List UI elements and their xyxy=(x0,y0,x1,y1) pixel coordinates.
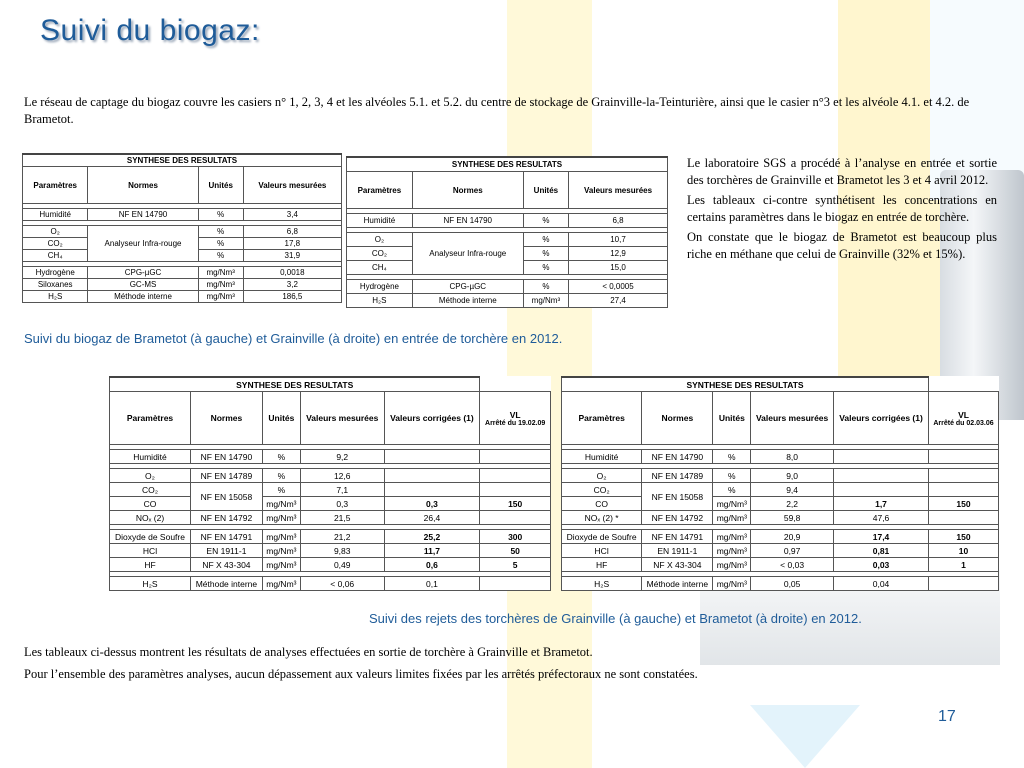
header-normes: Normes xyxy=(88,167,198,204)
table-row: O₂ Analyseur Infra-rouge % 6,8 xyxy=(23,226,342,238)
header-valeurs: Valeurs mesurées xyxy=(300,392,384,445)
table-row: CH₄ % 31,9 xyxy=(23,250,342,262)
table-row: HF NF X 43-304 mg/Nm³ < 0,03 0,03 1 xyxy=(562,558,999,572)
bottom-paragraph: Pour l’ensemble des paramètres analyses, aucun dépassement aux valeurs limites fixées par les arrêtés préfectoraux ne sont constatées. xyxy=(24,667,698,681)
table-row: H₂S Méthode interne mg/Nm³ 186,5 xyxy=(23,291,342,303)
header-valeurs: Valeurs mesurées xyxy=(243,167,341,204)
side-paragraph: Le laboratoire SGS a procédé à l’analyse en entrée et sortie des torchères de Grainville et Brametot les 3 et 4 avril 2012. xyxy=(687,156,997,187)
header-normes: Normes xyxy=(191,392,263,445)
table-grainville-rejets xyxy=(109,376,551,591)
header-parametres: Paramètres xyxy=(23,167,88,204)
header-unites: Unités xyxy=(713,392,751,445)
header-parametres: Paramètres xyxy=(562,392,642,445)
header-valeurs: Valeurs mesurées xyxy=(569,172,668,209)
vl-arrete: Arrêté du 02.03.06 xyxy=(933,419,994,427)
side-paragraph: On constate que le biogaz de Brametot est beaucoup plus riche en méthane que celui de Grainville (32% et 15%). xyxy=(687,230,997,261)
page-title: Suivi du biogaz: xyxy=(40,14,260,47)
table-row: Humidité NF EN 14790 % 8,0 xyxy=(562,450,999,464)
header-unites: Unités xyxy=(198,167,243,204)
table-row: CO₂ NF EN 15058 % 9,4 xyxy=(562,483,999,497)
bottom-paragraph: Les tableaux ci-dessus montrent les résultats de analyses effectuées en sortie de torchère à Grainville et Brametot. xyxy=(24,645,593,659)
header-normes: Normes xyxy=(642,392,713,445)
table-row: NOₓ (2) NF EN 14792 mg/Nm³ 21,5 26,4 xyxy=(110,511,551,525)
table-row: O₂ NF EN 14789 % 12,6 xyxy=(110,469,551,483)
header-corrigees: Valeurs corrigées (1) xyxy=(384,392,480,445)
table-row: Siloxanes GC-MS mg/Nm³ 3,2 xyxy=(23,279,342,291)
table-row: O₂ Analyseur Infra-rouge % 10,7 xyxy=(347,233,668,247)
header-normes: Normes xyxy=(412,172,523,209)
table-row: CO₂ % 17,8 xyxy=(23,238,342,250)
table-row: H₂S Méthode interne mg/Nm³ 0,05 0,04 xyxy=(562,577,999,591)
header-valeurs: Valeurs mesurées xyxy=(751,392,834,445)
caption-rejets: Suivi des rejets des torchères de Grainville (à gauche) et Brametot (à droite) en 2012. xyxy=(369,611,862,626)
table-row: H₂S Méthode interne mg/Nm³ 27,4 xyxy=(347,294,668,308)
side-paragraph: Les tableaux ci-contre synthétisent les concentrations en certains paramètres dans le biogaz en entrée de torchère. xyxy=(687,193,997,224)
side-text xyxy=(687,155,997,266)
table-row: Dioxyde de Soufre NF EN 14791 mg/Nm³ 21,2 25,2 300 xyxy=(110,530,551,544)
caption-entree: Suivi du biogaz de Brametot (à gauche) et Grainville (à droite) en entrée de torchère en 2012. xyxy=(24,331,563,346)
table-row: Hydrogène CPG-µGC mg/Nm³ 0,0018 xyxy=(23,267,342,279)
analyseur-cell: Analyseur Infra-rouge xyxy=(88,226,198,262)
header-vl: VL xyxy=(509,409,521,420)
table-grainville-entree xyxy=(346,156,668,308)
header-vl: VL xyxy=(958,409,969,420)
table-row: Humidité NF EN 14790 % 6,8 xyxy=(347,214,668,228)
table-row: HF NF X 43-304 mg/Nm³ 0,49 0,6 5 xyxy=(110,558,551,572)
table-row: CH₄ % 15,0 xyxy=(347,261,668,275)
table-row: Dioxyde de Soufre NF EN 14791 mg/Nm³ 20,9 17,4 150 xyxy=(562,530,999,544)
table-title: SYNTHESE DES RESULTATS xyxy=(110,377,480,392)
table-row: O₂ NF EN 14789 % 9,0 xyxy=(562,469,999,483)
table-brametot-entree xyxy=(22,153,342,303)
table-brametot-rejets xyxy=(561,376,999,591)
header-unites: Unités xyxy=(523,172,568,209)
table-row: CO₂ % 12,9 xyxy=(347,247,668,261)
header-corrigees: Valeurs corrigées (1) xyxy=(834,392,929,445)
header-unites: Unités xyxy=(262,392,300,445)
header-parametres: Paramètres xyxy=(347,172,413,209)
table-row: Humidité NF EN 14790 % 9,2 xyxy=(110,450,551,464)
header-parametres: Paramètres xyxy=(110,392,191,445)
table-row: CO₂ NF EN 15058 % 7,1 xyxy=(110,483,551,497)
page-number: 17 xyxy=(938,708,956,725)
table-row: CO mg/Nm³ 0,3 0,3 150 xyxy=(110,497,551,511)
table-row: H₂S Méthode interne mg/Nm³ < 0,06 0,1 xyxy=(110,577,551,591)
table-title: SYNTHESE DES RESULTATS xyxy=(23,154,342,167)
table-title: SYNTHESE DES RESULTATS xyxy=(347,157,668,172)
analyseur-cell: Analyseur Infra-rouge xyxy=(412,233,523,275)
table-row: CO mg/Nm³ 2,2 1,7 150 xyxy=(562,497,999,511)
table-row: Humidité NF EN 14790 % 3,4 xyxy=(23,209,342,221)
bottom-text xyxy=(24,644,1004,688)
table-row: HCl EN 1911-1 mg/Nm³ 9,83 11,7 50 xyxy=(110,544,551,558)
background-triangle xyxy=(750,705,860,768)
intro-paragraph: Le réseau de captage du biogaz couvre les casiers n° 1, 2, 3, 4 et les alvéoles 5.1. et 5.2. du centre de stockage de Grainville-la-Teinturière, ainsi que le casier n°3 et les alvéole 4.1. et 4.2. de Brametot. xyxy=(24,95,970,126)
vl-arrete: Arrêté du 19.02.09 xyxy=(485,419,546,427)
table-row: Hydrogène CPG-µGC % < 0,0005 xyxy=(347,280,668,294)
table-title: SYNTHESE DES RESULTATS xyxy=(562,377,929,392)
table-row: NOₓ (2) * NF EN 14792 mg/Nm³ 59,8 47,6 xyxy=(562,511,999,525)
table-row: HCl EN 1911-1 mg/Nm³ 0,97 0,81 10 xyxy=(562,544,999,558)
